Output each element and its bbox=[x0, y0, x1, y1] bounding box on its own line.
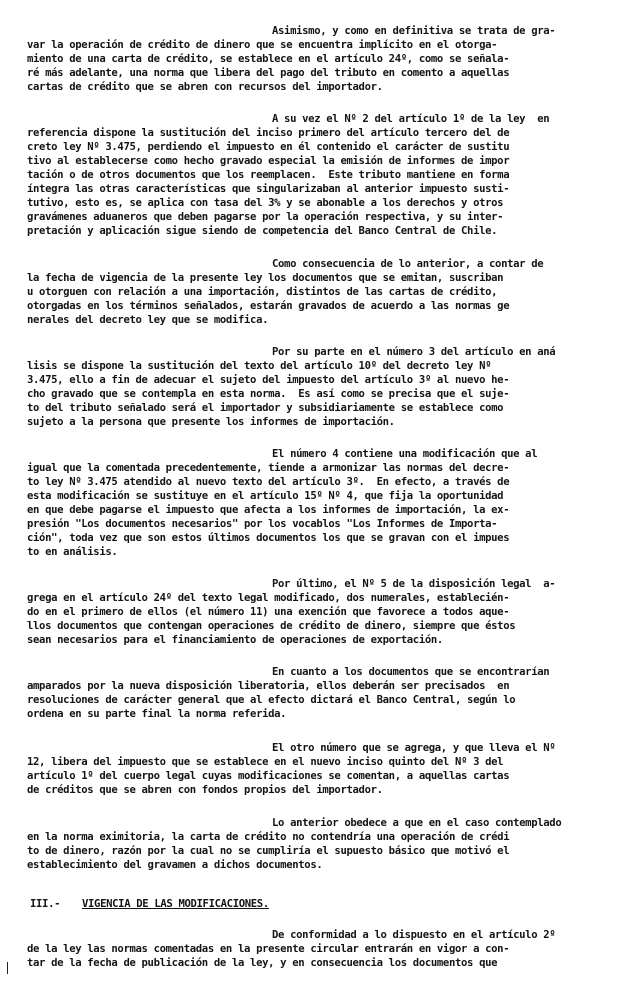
text-line: u otorguen con relación a una importación, distintos de las cartas de crédito, bbox=[27, 286, 498, 298]
margin-mark bbox=[7, 962, 8, 974]
text-line: pretación y aplicación sigue siendo de competencia del Banco Central de Chile. bbox=[27, 225, 498, 237]
text-line: miento de una carta de crédito, se establece en el artículo 24º, como se señala- bbox=[27, 53, 510, 65]
text-line: sujeto a la persona que presente los informes de importación. bbox=[27, 416, 395, 428]
text-line: llos documentos que contengan operaciones de crédito de dinero, siempre que éstos bbox=[27, 620, 516, 632]
text-line: to del tributo señalado será el importador y subsidiariamente se establece como bbox=[27, 402, 504, 414]
text-line: cartas de crédito que se abren con recursos del importador. bbox=[27, 81, 383, 93]
text-line: Asimismo, y como en definitiva se trata de gra- bbox=[272, 25, 556, 37]
text-line: presión "Los documentos necesarios" por los vocablos "Los Informes de Importa- bbox=[27, 518, 498, 530]
text-line: ción", toda vez que son estos últimos documentos los que se gravan con el impues bbox=[27, 532, 510, 544]
section-number: III.- bbox=[30, 898, 61, 910]
text-line: de la ley las normas comentadas en la presente circular entrarán en vigor a con- bbox=[27, 943, 510, 955]
text-line: to en análisis. bbox=[27, 546, 118, 558]
text-line: Por último, el Nº 5 de la disposición legal a- bbox=[272, 578, 556, 590]
text-line: A su vez el Nº 2 del artículo 1º de la ley en bbox=[272, 113, 550, 125]
text-line: do en el primero de ellos (el número 11) una exención que favorece a todos aque- bbox=[27, 606, 510, 618]
text-line: 3.475, ello a fin de adecuar el sujeto del impuesto del artículo 3º al nuevo he- bbox=[27, 374, 510, 386]
text-line: tutivo, esto es, se aplica con tasa del 3% y se abonable a los derechos y otros bbox=[27, 197, 504, 209]
text-line: igual que la comentada precedentemente, tiende a armonizar las normas del decre- bbox=[27, 462, 510, 474]
text-line: esta modificación se sustituye en el artículo 15º Nº 4, que fija la oportunidad bbox=[27, 490, 504, 502]
text-line: en la norma eximitoria, la carta de crédito no contendría una operación de crédi bbox=[27, 831, 510, 843]
text-line: to ley Nº 3.475 atendido al nuevo texto del artículo 3º. En efecto, a través de bbox=[27, 476, 510, 488]
text-line: resoluciones de carácter general que al efecto dictará el Banco Central, según lo bbox=[27, 694, 516, 706]
text-line: var la operación de crédito de dinero que se encuentra implícito en el otorga- bbox=[27, 39, 498, 51]
text-line: El otro número que se agrega, y que lleva el Nº bbox=[272, 742, 556, 754]
text-line: de créditos que se abren con fondos propios del importador. bbox=[27, 784, 383, 796]
text-line: gravámenes aduaneros que deben pagarse por la operación respectiva, y su inter- bbox=[27, 211, 504, 223]
text-line: artículo 1º del cuerpo legal cuyas modificaciones se comentan, a aquellas cartas bbox=[27, 770, 510, 782]
text-line: establecimiento del gravamen a dichos documentos. bbox=[27, 859, 323, 871]
text-line: creto ley Nº 3.475, perdiendo el impuesto en él contenido el carácter de sustitu bbox=[27, 141, 510, 153]
text-line: otorgadas en los términos señalados, estarán gravados de acuerdo a las normas ge bbox=[27, 300, 510, 312]
text-line: nerales del decreto ley que se modifica. bbox=[27, 314, 269, 326]
text-line: tar de la fecha de publicación de la ley, y en consecuencia los documentos que bbox=[27, 957, 498, 969]
text-line: ordena en su parte final la norma referida. bbox=[27, 708, 287, 720]
text-line: sean necesarios para el financiamiento de operaciones de exportación. bbox=[27, 634, 443, 646]
text-line: Lo anterior obedece a que en el caso contemplado bbox=[272, 817, 562, 829]
text-line: De conformidad a lo dispuesto en el artículo 2º bbox=[272, 929, 556, 941]
text-line: en que debe pagarse el impuesto que afecta a los informes de importación, la ex- bbox=[27, 504, 510, 516]
text-line: cho gravado que se contempla en esta norma. Es así como se precisa que el suje- bbox=[27, 388, 510, 400]
text-line: lisis se dispone la sustitución del texto del artículo 10º del decreto ley Nº bbox=[27, 360, 492, 372]
text-line: Como consecuencia de lo anterior, a contar de bbox=[272, 258, 544, 270]
text-line: En cuanto a los documentos que se encontrarían bbox=[272, 666, 550, 678]
text-line: la fecha de vigencia de la presente ley los documentos que se emitan, suscriban bbox=[27, 272, 504, 284]
text-line: to de dinero, razón por la cual no se cumpliría el supuesto básico que motivó el bbox=[27, 845, 510, 857]
text-line: tivo al establecerse como hecho gravado especial la emisión de informes de impor bbox=[27, 155, 510, 167]
text-line: tación o de otros documentos que los reemplacen. Este tributo mantiene en forma bbox=[27, 169, 510, 181]
text-line: referencia dispone la sustitución del inciso primero del artículo tercero del de bbox=[27, 127, 510, 139]
section-title: VIGENCIA DE LAS MODIFICACIONES. bbox=[82, 898, 269, 910]
text-line: 12, libera del impuesto que se establece en el nuevo inciso quinto del Nº 3 del bbox=[27, 756, 504, 768]
text-line: ré más adelante, una norma que libera del pago del tributo en comento a aquellas bbox=[27, 67, 510, 79]
text-line: El número 4 contiene una modificación que al bbox=[272, 448, 538, 460]
text-line: amparados por la nueva disposición liberatoria, ellos deberán ser precisados en bbox=[27, 680, 510, 692]
text-line: Por su parte en el número 3 del artículo en aná bbox=[272, 346, 556, 358]
text-line: íntegra las otras características que singularizaban al anterior impuesto susti- bbox=[27, 183, 510, 195]
text-line: grega en el artículo 24º del texto legal modificado, dos numerales, establecién- bbox=[27, 592, 510, 604]
